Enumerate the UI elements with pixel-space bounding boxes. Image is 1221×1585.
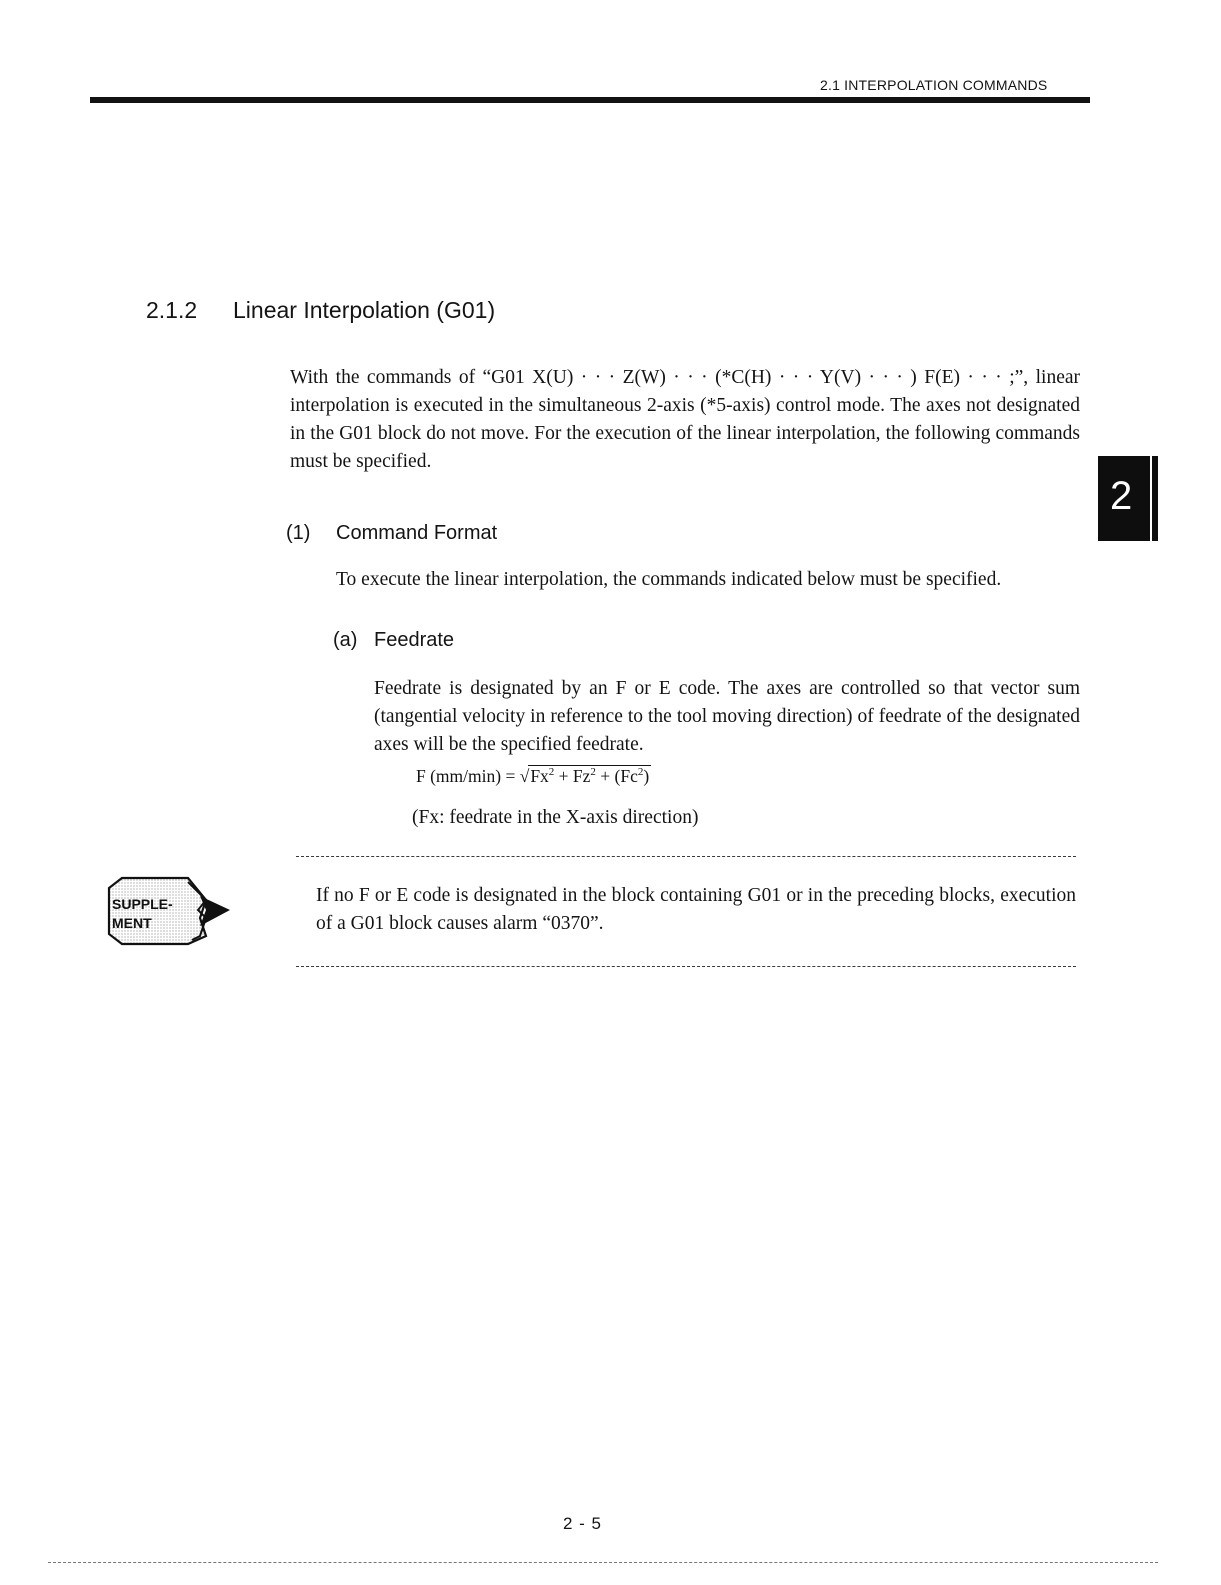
formula-exponent: 2 [637,766,644,779]
chapter-tab-number: 2 [1110,474,1133,518]
supplement-icon-label-2: MENT [112,915,152,931]
item-title: Feedrate [374,629,455,651]
formula-radicand [528,765,651,787]
feedrate-formula [416,765,651,787]
supplement-bottom-rule [296,966,1076,967]
formula-lhs: F (mm/min) = [416,766,516,786]
formula-fz: Fz [572,766,591,786]
scan-edge-line [48,1562,1158,1563]
subsection-number: (1) [286,522,311,544]
running-header: 2.1 INTERPOLATION COMMANDS [820,77,1048,93]
subsection-title: Command Format [336,522,498,544]
formula-paren: ) [643,766,650,786]
formula-fc: (Fc [614,766,638,786]
command-format-paragraph: To execute the linear interpolation, the commands indicated below must be specified. [336,569,1002,590]
formula-plus: + [595,766,615,786]
formula-fx: Fx [530,766,549,786]
formula-plus: + [554,766,573,786]
chapter-tab [1098,456,1158,541]
page-number: 2 - 5 [563,1514,603,1533]
item-letter: (a) [333,629,358,651]
intro-paragraph: With the commands of “G01 X(U) · · · Z(W) · · · (*C(H) · · · Y(V) · · · ) F(E) · · · ;”, linear interpolation is executed in the simultaneous 2-axis (*5-axis) control mode. The axes not designated in the G01 block do not move. For the execution of the linear interpolation, the following commands must be specified. [290,367,1080,472]
section-title: Linear Interpolation (G01) [233,297,496,323]
formula-exponent: 2 [590,766,596,779]
radical-sign: √ [519,766,530,786]
supplement-icon-label-1: SUPPLE- [112,896,173,912]
section-number: 2.1.2 [146,297,198,323]
supplement-top-rule [296,856,1076,857]
header-rule [90,97,1090,103]
supplement-icon [106,876,234,946]
supplement-paragraph: If no F or E code is designated in the block containing G01 or in the preceding blocks, execution of a G01 block causes alarm “0370”. [316,885,1076,934]
formula-exponent: 2 [548,766,555,779]
feedrate-paragraph: Feedrate is designated by an F or E code. The axes are controlled so that vector sum (tangential velocity in reference to the tool moving direction) of feedrate of the designated axes will be the specified feedrate. [374,678,1080,755]
formula-note: (Fx: feedrate in the X-axis direction) [412,807,699,828]
chapter-tab-stripe [1150,456,1152,541]
